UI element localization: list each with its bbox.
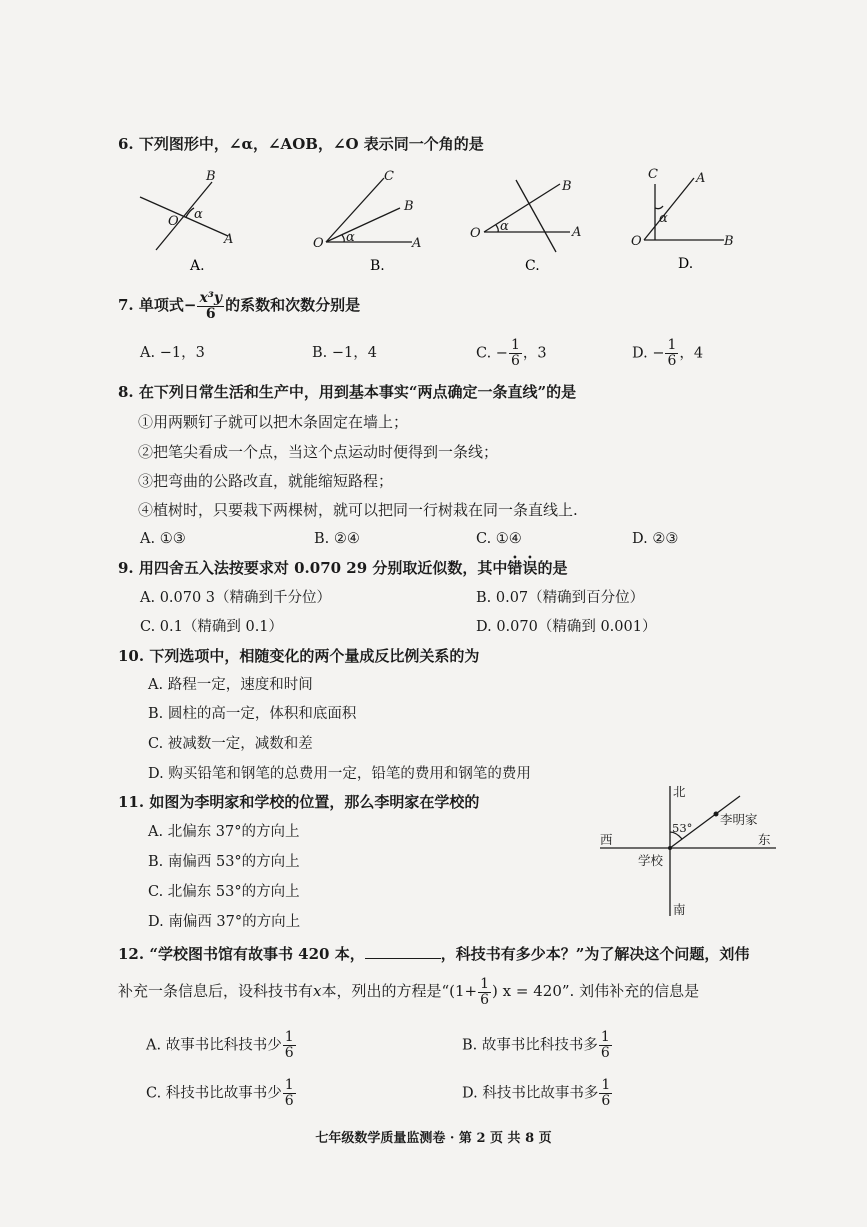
- home-label: 李明家: [720, 812, 758, 827]
- q6-b-O: O: [313, 236, 324, 251]
- q6-label-d: D.: [678, 256, 694, 272]
- q6-label-a: A.: [190, 258, 205, 274]
- q6-d-O: O: [631, 234, 642, 249]
- q6-b-C: C: [384, 169, 394, 184]
- q8-stem: 8. 在下列日常生活和生产中，用到基本事实“两点确定一条直线”的是: [118, 383, 577, 401]
- q6-c-B: B: [562, 179, 572, 194]
- west-label: 西: [600, 832, 613, 847]
- page-footer: 七年级数学质量监测卷 · 第 2 页 共 8 页: [315, 1131, 552, 1146]
- q6-fig-a: [140, 182, 228, 250]
- q12-option-d[interactable]: D. 科技书比故事书多 $\frac{1}{6}$: [462, 1077, 611, 1109]
- q12-line1: 12. “学校图书馆有故事书 420 本， ，科技书有多少本？”为了解决这个问题，刘伟: [118, 945, 750, 963]
- q6-d-alpha: α: [659, 211, 668, 226]
- q6-a-alpha: α: [194, 207, 203, 222]
- q6-a-O: O: [168, 214, 179, 229]
- q10-option-a[interactable]: A. 路程一定，速度和时间: [148, 677, 313, 693]
- q7-option-a[interactable]: A. −1，3: [140, 345, 205, 361]
- south-label: 南: [673, 902, 686, 917]
- q8-option-c[interactable]: C. ①④: [476, 531, 522, 547]
- q7-option-d[interactable]: D. − $\frac{1}{6}$ ，4: [632, 337, 704, 369]
- q6-label-c: C.: [525, 258, 540, 274]
- q6-d-C: C: [648, 167, 658, 182]
- q7-stem: 7. 单项式− $\frac{\text{x³y}}{6}$ 的系数和次数分别是: [118, 289, 361, 322]
- q9-option-d[interactable]: D. 0.070（精确到 0.001）: [476, 619, 657, 635]
- q8-option-b[interactable]: B. ②④: [314, 531, 360, 547]
- q6-c-O: O: [470, 226, 481, 241]
- q11-option-a[interactable]: A. 北偏东 37°的方向上: [148, 824, 300, 840]
- q11-option-c[interactable]: C. 北偏东 53°的方向上: [148, 884, 300, 900]
- north-label: 北: [673, 784, 686, 799]
- q10-option-c[interactable]: C. 被减数一定，减数和差: [148, 736, 313, 752]
- q6-fig-c: [484, 180, 570, 252]
- q11-compass-figure: [594, 780, 784, 920]
- q6-c-alpha: α: [500, 219, 509, 234]
- q8-item-4: ④植树时，只要栽下两棵树，就可以把同一行树栽在同一条直线上.: [138, 501, 578, 519]
- q9-option-b[interactable]: B. 0.07（精确到百分位）: [476, 590, 645, 606]
- q8-option-a[interactable]: A. ①③: [140, 531, 186, 547]
- q6-figures: [120, 160, 760, 275]
- q9-option-c[interactable]: C. 0.1（精确到 0.1）: [140, 619, 284, 635]
- q8-option-d[interactable]: D. ②③: [632, 531, 679, 547]
- q10-option-b[interactable]: B. 圆柱的高一定，体积和底面积: [148, 706, 357, 722]
- q6-fig-b: [326, 178, 412, 242]
- q6-d-B: B: [724, 234, 734, 249]
- q6-b-alpha: α: [346, 230, 355, 245]
- angle-label: 53°: [672, 821, 693, 835]
- q6-a-B: B: [206, 169, 216, 184]
- q10-stem: 10. 下列选项中，相随变化的两个量成反比例关系的为: [118, 647, 480, 665]
- q6-fig-a-labels: [168, 169, 233, 247]
- q12-option-a[interactable]: A. 故事书比科技书少 $\frac{1}{6}$: [146, 1029, 294, 1061]
- q6-b-A: A: [412, 236, 422, 251]
- q6-a-A: A: [224, 232, 234, 247]
- q10-option-d[interactable]: D. 购买铅笔和钢笔的总费用一定，铅笔的费用和钢笔的费用: [148, 766, 531, 782]
- q8-item-3: ③把弯曲的公路改直，就能缩短路程；: [138, 472, 394, 490]
- q7-option-c[interactable]: C. − $\frac{1}{6}$ ，3: [476, 337, 547, 369]
- q6-label-b: B.: [370, 258, 385, 274]
- q12-option-c[interactable]: C. 科技书比故事书少 $\frac{1}{6}$: [146, 1077, 294, 1109]
- q6-fig-d: [644, 178, 724, 240]
- q8-item-2: ②把笔尖看成一个点，当这个点运动时便得到一条线；: [138, 443, 499, 461]
- school-point: [668, 846, 672, 850]
- q9-stem: 9. 用四舍五入法按要求对 0.070 29 分别取近似数，其中错误的是: [118, 559, 568, 577]
- q12-blank: [365, 944, 441, 959]
- school-label: 学校: [638, 853, 664, 868]
- q12-option-b[interactable]: B. 故事书比科技书多 $\frac{1}{6}$: [462, 1029, 610, 1061]
- q11-option-d[interactable]: D. 南偏西 37°的方向上: [148, 914, 301, 930]
- q7-option-b[interactable]: B. −1，4: [312, 345, 377, 361]
- east-label: 东: [758, 832, 771, 847]
- q12-line2: 补充一条信息后，设科技书有x本，列出的方程是“(1+ $\frac{1}{6}$ ) x = 420”. 刘伟补充的信息是: [118, 975, 700, 1008]
- q11-stem: 11. 如图为李明家和学校的位置，那么李明家在学校的: [118, 793, 480, 811]
- q9-option-a[interactable]: A. 0.070 3（精确到千分位）: [140, 590, 332, 606]
- q11-option-b[interactable]: B. 南偏西 53°的方向上: [148, 854, 300, 870]
- q6-b-B: B: [404, 199, 414, 214]
- home-point: [714, 812, 719, 817]
- q8-item-1: ①用两颗钉子就可以把木条固定在墙上；: [138, 413, 409, 431]
- q6-c-A: A: [572, 225, 582, 240]
- q6-d-A: A: [696, 171, 706, 186]
- q6-stem: 6. 下列图形中，∠α，∠AOB，∠O 表示同一个角的是: [118, 135, 484, 153]
